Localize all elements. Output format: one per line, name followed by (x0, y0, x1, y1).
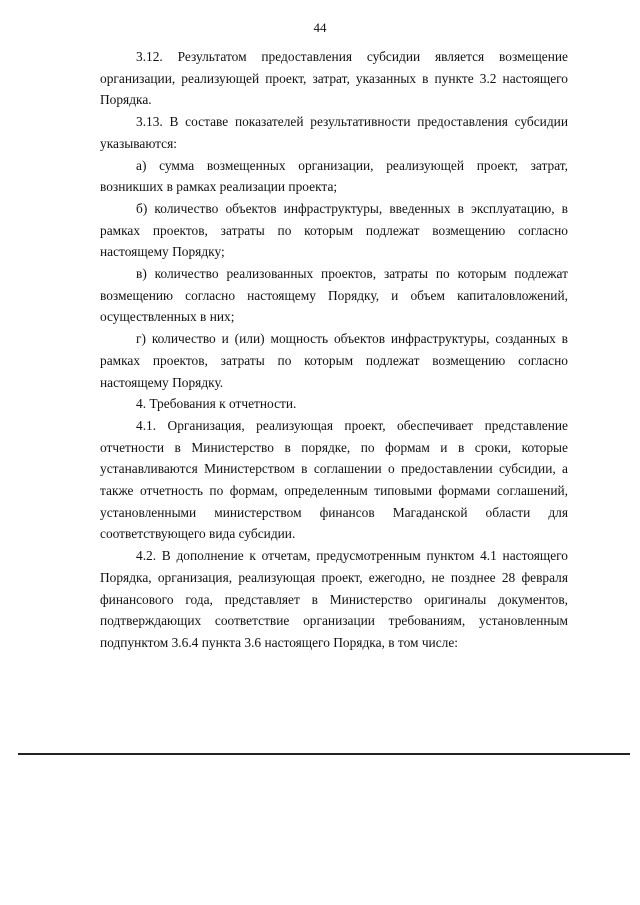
paragraph-4-1: 4.1. Организация, реализующая проект, обеспечивает представление отчетности в Министерство в порядке, по формам и в сроки, которые устанавливаются Министерством в соглашении о предоставлении субсидии, а также отчетность по формам, определенным типовыми формами соглашений, установленными министерством финансов Магаданской области для соответствующего вида субсидии. (100, 417, 568, 542)
section-heading-4: 4. Требования к отчетности. (136, 396, 297, 412)
list-item-v: в) количество реализованных проектов, затраты по которым подлежат возмещению согласно настоящему Порядку, и объем капиталовложений, осуществленных в них; (100, 266, 568, 325)
page-number: 44 (313, 20, 327, 35)
paragraph-4-2: 4.2. В дополнение к отчетам, предусмотренным пунктом 4.1 настоящего Порядка, организация, реализующая проект, ежегодно, не позднее 28 февраля финансового года, представляет в Министерство оригиналы документов, подтверждающих соответствие организации требованиям, установленным подпунктом 3.6.4 пункта 3.6 настоящего Порядка, в том числе: (100, 548, 568, 650)
list-item-a: а) сумма возмещенных организации, реализующей проект, затрат, возникших в рамках реализации проекта; (100, 157, 568, 195)
paragraph-3-13: 3.13. В составе показателей результативности предоставления субсидии указываются: (100, 114, 568, 151)
paragraph-3-12: 3.12. Результатом предоставления субсидии является возмещение организации, реализующей проект, затрат, указанных в пункте 3.2 настоящего Порядка. (100, 49, 568, 108)
list-item-g: г) количество и (или) мощность объектов инфраструктуры, созданных в рамках проектов, затраты по которым подлежат возмещению согласно настоящему Порядку. (100, 331, 568, 390)
document-body (100, 46, 568, 654)
horizontal-rule (18, 753, 630, 755)
list-item-b: б) количество объектов инфраструктуры, введенных в эксплуатацию, в рамках проектов, затраты по которым подлежат возмещению согласно настоящему Порядку; (100, 200, 568, 260)
